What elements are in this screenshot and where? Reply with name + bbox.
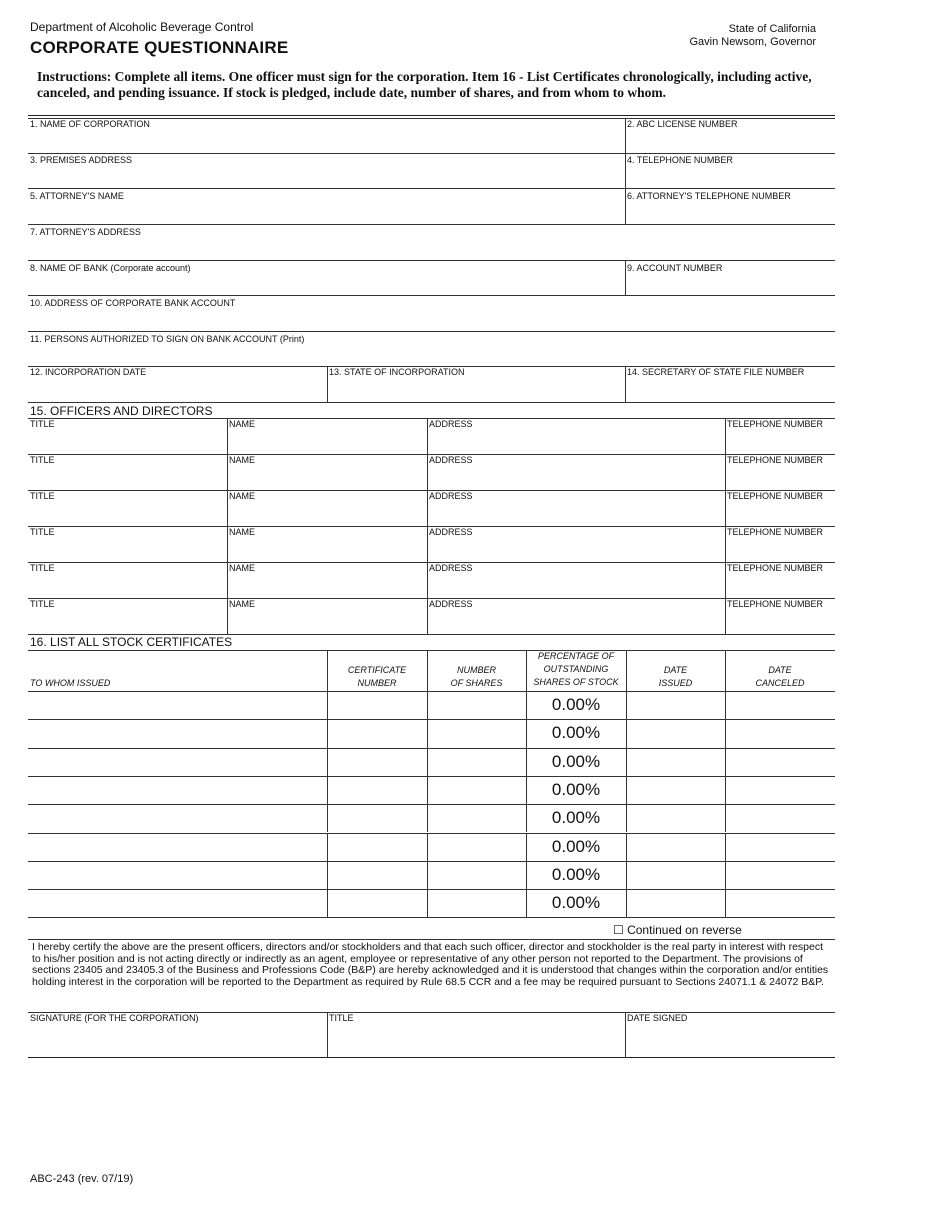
field-label: TITLE xyxy=(30,563,55,573)
whom-issued-field[interactable] xyxy=(28,861,327,889)
field-incorporation-date[interactable] xyxy=(28,366,327,402)
col-header-line: CANCELED xyxy=(755,678,805,688)
date-canceled-field[interactable] xyxy=(725,719,835,747)
percentage-field[interactable] xyxy=(526,776,626,804)
col-divider xyxy=(427,861,428,889)
field-label: 13. STATE OF INCORPORATION xyxy=(329,367,465,377)
certificate-number-field[interactable] xyxy=(327,889,427,917)
date-issued-field[interactable] xyxy=(626,748,725,776)
col-divider xyxy=(725,748,726,776)
col-divider xyxy=(327,1012,328,1057)
col-divider xyxy=(625,188,626,224)
percentage-field[interactable] xyxy=(526,804,626,832)
certificate-number-field[interactable] xyxy=(327,691,427,719)
col-divider xyxy=(427,418,428,454)
field-label: NAME xyxy=(229,455,256,465)
field-sos-file-number[interactable] xyxy=(625,366,835,402)
field-attorney-name[interactable] xyxy=(28,188,625,224)
field-label: ADDRESS xyxy=(429,563,473,573)
officer-name-field[interactable] xyxy=(227,490,427,526)
col-header-line: ISSUED xyxy=(658,678,693,688)
col-divider xyxy=(626,861,627,889)
percentage-field[interactable] xyxy=(526,833,626,861)
row-divider xyxy=(28,939,835,940)
col-divider xyxy=(626,804,627,832)
field-label: ADDRESS xyxy=(429,527,473,537)
percentage-value: 0.00% xyxy=(551,864,601,884)
col-header-date-canceled xyxy=(725,664,835,690)
date-issued-field[interactable] xyxy=(626,691,725,719)
date-canceled-field[interactable] xyxy=(725,804,835,832)
col-divider xyxy=(227,454,228,490)
percentage-value: 0.00% xyxy=(551,836,601,856)
col-divider xyxy=(327,366,328,402)
date-canceled-field[interactable] xyxy=(725,776,835,804)
field-label: TELEPHONE NUMBER xyxy=(727,599,824,609)
col-header-line: OF SHARES xyxy=(450,678,503,688)
col-divider xyxy=(725,598,726,634)
field-state-of-incorporation[interactable] xyxy=(327,366,625,402)
col-divider xyxy=(427,454,428,490)
col-divider xyxy=(725,526,726,562)
certificate-number-field[interactable] xyxy=(327,776,427,804)
field-bank-address[interactable] xyxy=(28,295,835,331)
field-label: NAME xyxy=(229,419,256,429)
field-label: NAME xyxy=(229,491,256,501)
col-divider xyxy=(227,562,228,598)
form-title: CORPORATE QUESTIONNAIRE xyxy=(30,38,289,57)
col-divider xyxy=(725,562,726,598)
col-divider xyxy=(327,861,328,889)
officer-phone-field[interactable] xyxy=(725,418,835,454)
col-divider xyxy=(327,691,328,719)
officer-title-field[interactable] xyxy=(28,526,227,562)
number-of-shares-field[interactable] xyxy=(427,719,526,747)
number-of-shares-field[interactable] xyxy=(427,748,526,776)
col-divider xyxy=(526,650,527,691)
col-divider xyxy=(626,889,627,917)
col-divider xyxy=(327,889,328,917)
col-divider xyxy=(526,776,527,804)
officer-phone-field[interactable] xyxy=(725,454,835,490)
col-divider xyxy=(725,719,726,747)
field-label: 11. PERSONS AUTHORIZED TO SIGN ON BANK ACCOUNT (Print) xyxy=(30,334,305,344)
field-label: TITLE xyxy=(30,491,55,501)
department-name: Department of Alcoholic Beverage Control xyxy=(30,20,254,34)
officer-address-field[interactable] xyxy=(427,454,725,490)
col-divider xyxy=(626,719,627,747)
field-abc-license-number[interactable] xyxy=(625,118,835,153)
row-divider xyxy=(28,402,835,403)
col-divider xyxy=(526,719,527,747)
percentage-field[interactable] xyxy=(526,691,626,719)
field-label: 4. TELEPHONE NUMBER xyxy=(627,155,733,165)
col-divider xyxy=(725,833,726,861)
col-divider xyxy=(427,691,428,719)
col-divider xyxy=(327,650,328,691)
percentage-value: 0.00% xyxy=(551,751,601,771)
certificate-number-field[interactable] xyxy=(327,804,427,832)
col-divider xyxy=(725,454,726,490)
certificate-number-field[interactable] xyxy=(327,719,427,747)
percentage-value: 0.00% xyxy=(551,893,601,913)
col-header-line: OUTSTANDING xyxy=(543,664,609,674)
field-attorney-address[interactable] xyxy=(28,224,835,260)
whom-issued-field[interactable] xyxy=(28,748,327,776)
officer-name-field[interactable] xyxy=(227,454,427,490)
date-canceled-field[interactable] xyxy=(725,691,835,719)
field-label: TELEPHONE NUMBER xyxy=(727,455,824,465)
col-divider xyxy=(625,118,626,153)
certification-text: I hereby certify the above are the present officers, directors and/or stockholders and that each such officer, director and stockholder is the real party in interest with respect to his/her position and is not acting directly or indirectly as an agent, employee or representative of any other person not reported to the Department. The provisions of sections 23405 and 23405.3 of the Business and Professions Code (B&P) are hereby acknowledged and it is understood that changes within the corporation and/or entities holding interest in the corporation will be reported to the Department as required by Rule 68.5 CCR and a fee may be required pursuant to Sections 24071.1 & 24072 B&P. xyxy=(32,941,829,988)
percentage-value: 0.00% xyxy=(551,779,601,799)
col-header-line: NUMBER xyxy=(456,665,496,675)
col-divider xyxy=(227,598,228,634)
col-header-percentage xyxy=(526,650,626,689)
field-telephone-number[interactable] xyxy=(625,153,835,188)
percentage-value: 0.00% xyxy=(551,808,601,828)
field-label: ADDRESS xyxy=(429,599,473,609)
field-label: NAME xyxy=(229,527,256,537)
col-divider xyxy=(725,776,726,804)
top-rule xyxy=(28,115,835,116)
col-divider xyxy=(526,833,527,861)
col-header-shares xyxy=(427,664,526,690)
col-divider xyxy=(526,748,527,776)
officer-title-field[interactable] xyxy=(28,418,227,454)
stock-section-title: 16. LIST ALL STOCK CERTIFICATES xyxy=(30,635,233,649)
field-label: TITLE xyxy=(30,599,55,609)
col-divider xyxy=(427,776,428,804)
col-divider xyxy=(427,804,428,832)
officer-address-field[interactable] xyxy=(427,418,725,454)
officer-name-field[interactable] xyxy=(227,418,427,454)
field-label: 9. ACCOUNT NUMBER xyxy=(627,263,723,273)
col-divider xyxy=(227,490,228,526)
field-label: ADDRESS xyxy=(429,491,473,501)
number-of-shares-field[interactable] xyxy=(427,889,526,917)
officer-name-field[interactable] xyxy=(227,562,427,598)
col-header-whom: TO WHOM ISSUED xyxy=(30,678,111,688)
certificate-number-field[interactable] xyxy=(327,861,427,889)
col-header-line: DATE xyxy=(663,665,688,675)
officer-phone-field[interactable] xyxy=(725,490,835,526)
col-header-line: NUMBER xyxy=(357,678,397,688)
col-divider xyxy=(327,776,328,804)
col-divider xyxy=(327,748,328,776)
col-divider xyxy=(725,861,726,889)
field-label: 5. ATTORNEY'S NAME xyxy=(30,191,124,201)
col-divider xyxy=(427,562,428,598)
col-divider xyxy=(327,833,328,861)
field-label: 2. ABC LICENSE NUMBER xyxy=(627,119,738,129)
col-divider xyxy=(427,598,428,634)
col-divider xyxy=(526,889,527,917)
date-issued-field[interactable] xyxy=(626,776,725,804)
col-divider xyxy=(327,804,328,832)
field-authorized-signers[interactable] xyxy=(28,331,835,366)
percentage-field[interactable] xyxy=(526,889,626,917)
date-issued-field[interactable] xyxy=(626,804,725,832)
officer-name-field[interactable] xyxy=(227,526,427,562)
certificate-number-field[interactable] xyxy=(327,833,427,861)
officer-address-field[interactable] xyxy=(427,526,725,562)
col-header-line: CERTIFICATE xyxy=(347,665,407,675)
certificate-number-field[interactable] xyxy=(327,748,427,776)
officer-phone-field[interactable] xyxy=(725,562,835,598)
field-label: ADDRESS xyxy=(429,455,473,465)
percentage-field[interactable] xyxy=(526,719,626,747)
col-divider xyxy=(625,153,626,188)
field-label: 14. SECRETARY OF STATE FILE NUMBER xyxy=(627,367,805,377)
whom-issued-field[interactable] xyxy=(28,719,327,747)
officer-name-field[interactable] xyxy=(227,598,427,634)
number-of-shares-field[interactable] xyxy=(427,691,526,719)
officer-title-field[interactable] xyxy=(28,490,227,526)
field-label: NAME xyxy=(229,599,256,609)
percentage-field[interactable] xyxy=(526,748,626,776)
number-of-shares-field[interactable] xyxy=(427,776,526,804)
signature-field[interactable] xyxy=(28,1012,327,1057)
signer-title-field[interactable] xyxy=(327,1012,625,1057)
col-divider xyxy=(427,526,428,562)
field-attorney-telephone[interactable] xyxy=(625,188,835,224)
field-label: 7. ATTORNEY'S ADDRESS xyxy=(30,227,141,237)
continued-on-reverse-checkbox[interactable]: ☐ Continued on reverse xyxy=(613,923,742,937)
col-divider xyxy=(626,691,627,719)
col-divider xyxy=(526,804,527,832)
col-divider xyxy=(427,490,428,526)
officer-title-field[interactable] xyxy=(28,562,227,598)
col-divider xyxy=(427,650,428,691)
col-divider xyxy=(626,833,627,861)
whom-issued-field[interactable] xyxy=(28,776,327,804)
row-divider xyxy=(28,650,835,651)
col-divider xyxy=(427,719,428,747)
col-divider xyxy=(227,418,228,454)
bottom-rule xyxy=(28,1057,835,1058)
number-of-shares-field[interactable] xyxy=(427,861,526,889)
col-divider xyxy=(725,650,726,691)
col-divider xyxy=(626,776,627,804)
col-divider xyxy=(526,861,527,889)
col-divider xyxy=(625,366,626,402)
percentage-value: 0.00% xyxy=(551,723,601,743)
officer-phone-field[interactable] xyxy=(725,598,835,634)
date-canceled-field[interactable] xyxy=(725,861,835,889)
field-label: SIGNATURE (FOR THE CORPORATION) xyxy=(30,1013,199,1023)
officer-address-field[interactable] xyxy=(427,490,725,526)
date-signed-field[interactable] xyxy=(625,1012,835,1057)
field-label: 8. NAME OF BANK (Corporate account) xyxy=(30,263,191,273)
field-label: TELEPHONE NUMBER xyxy=(727,563,824,573)
officer-title-field[interactable] xyxy=(28,454,227,490)
col-divider xyxy=(227,526,228,562)
officer-title-field[interactable] xyxy=(28,598,227,634)
col-divider xyxy=(725,691,726,719)
col-divider xyxy=(327,719,328,747)
field-label: TITLE xyxy=(30,419,55,429)
officer-address-field[interactable] xyxy=(427,598,725,634)
field-label: TELEPHONE NUMBER xyxy=(727,419,824,429)
whom-issued-field[interactable] xyxy=(28,889,327,917)
field-account-number[interactable] xyxy=(625,260,835,295)
field-label: 10. ADDRESS OF CORPORATE BANK ACCOUNT xyxy=(30,298,236,308)
col-header-line: DATE xyxy=(768,665,792,675)
field-label: TITLE xyxy=(30,455,55,465)
col-header-line: PERCENTAGE OF xyxy=(537,651,615,661)
date-canceled-field[interactable] xyxy=(725,833,835,861)
date-issued-field[interactable] xyxy=(626,861,725,889)
date-canceled-field[interactable] xyxy=(725,889,835,917)
field-corporation-name[interactable] xyxy=(28,118,625,153)
field-label: ADDRESS xyxy=(429,419,473,429)
officers-section-title: 15. OFFICERS AND DIRECTORS xyxy=(30,404,213,418)
col-divider xyxy=(725,804,726,832)
col-divider xyxy=(427,889,428,917)
col-header-date-issued xyxy=(626,664,725,690)
percentage-value: 0.00% xyxy=(551,695,601,714)
field-label: TELEPHONE NUMBER xyxy=(727,491,824,501)
instructions: Instructions: Complete all items. One officer must sign for the corporation. Item 16 - List Certificates chronologically, including active, canceled, and pending issuance. If stock is pledged, include date, number of shares, and from whom to whom. xyxy=(37,69,812,100)
col-divider xyxy=(725,490,726,526)
col-header-certificate xyxy=(327,664,427,690)
field-label: 1. NAME OF CORPORATION xyxy=(30,119,150,129)
col-header-line: SHARES OF STOCK xyxy=(533,677,619,687)
col-divider xyxy=(427,833,428,861)
governor-name: Gavin Newsom, Governor xyxy=(689,36,816,48)
field-label: DATE SIGNED xyxy=(627,1013,688,1023)
number-of-shares-field[interactable] xyxy=(427,804,526,832)
field-label: 3. PREMISES ADDRESS xyxy=(30,155,133,165)
whom-issued-field[interactable] xyxy=(28,691,327,719)
state-name: State of California xyxy=(728,23,816,35)
date-issued-field[interactable] xyxy=(626,889,725,917)
col-divider xyxy=(626,748,627,776)
field-premises-address[interactable] xyxy=(28,153,625,188)
percentage-field[interactable] xyxy=(526,861,626,889)
field-label: 12. INCORPORATION DATE xyxy=(30,367,147,377)
col-divider xyxy=(725,889,726,917)
col-divider xyxy=(725,418,726,454)
col-divider xyxy=(526,691,527,719)
whom-issued-field[interactable] xyxy=(28,804,327,832)
date-issued-field[interactable] xyxy=(626,719,725,747)
whom-issued-field[interactable] xyxy=(28,833,327,861)
field-bank-name[interactable] xyxy=(28,260,625,295)
col-divider xyxy=(625,1012,626,1057)
number-of-shares-field[interactable] xyxy=(427,833,526,861)
date-canceled-field[interactable] xyxy=(725,748,835,776)
officer-phone-field[interactable] xyxy=(725,526,835,562)
state-header xyxy=(689,23,816,49)
officer-address-field[interactable] xyxy=(427,562,725,598)
form-number: ABC-243 (rev. 07/19) xyxy=(30,1173,134,1185)
col-divider xyxy=(626,650,627,691)
field-label: 6. ATTORNEY'S TELEPHONE NUMBER xyxy=(627,191,791,201)
field-label: TITLE xyxy=(329,1013,354,1023)
col-divider xyxy=(625,260,626,295)
date-issued-field[interactable] xyxy=(626,833,725,861)
row-divider xyxy=(28,917,835,918)
field-label: TELEPHONE NUMBER xyxy=(727,527,824,537)
field-label: NAME xyxy=(229,563,256,573)
col-divider xyxy=(427,748,428,776)
field-label: TITLE xyxy=(30,527,55,537)
